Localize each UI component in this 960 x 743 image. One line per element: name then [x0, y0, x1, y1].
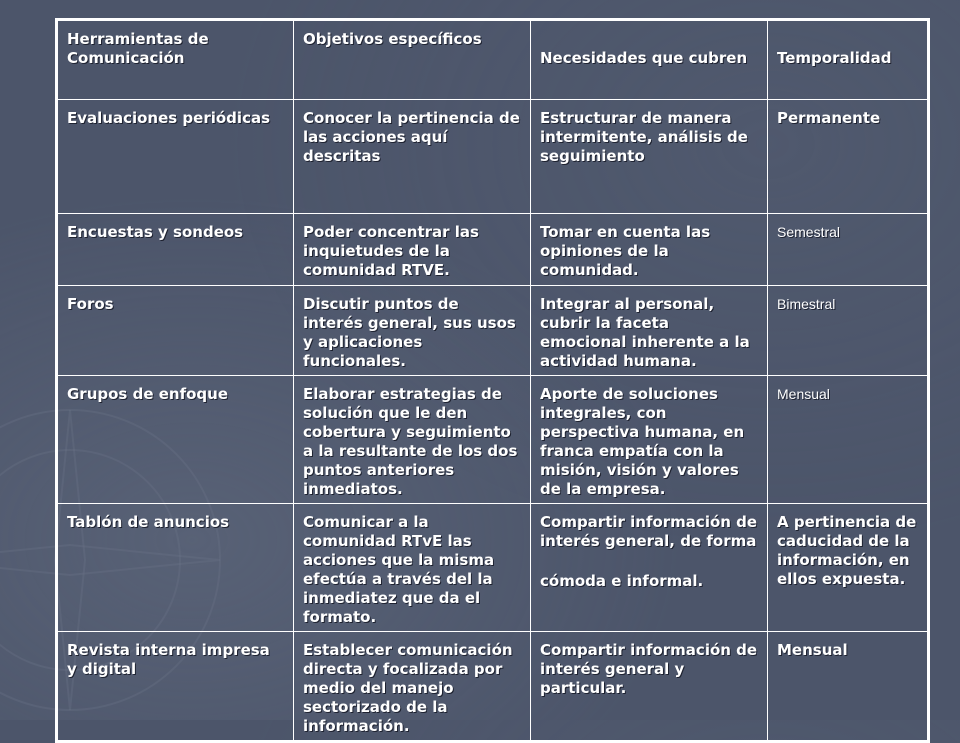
- table-row: [57, 376, 929, 504]
- cell-temporalidad: Semestral: [768, 214, 929, 286]
- communication-tools-table: [55, 18, 930, 743]
- cell-temporalidad: Bimestral: [768, 286, 929, 376]
- cell-herramienta: Evaluaciones periódicas: [57, 100, 294, 214]
- header-necesidades: Necesidades que cubren: [531, 20, 768, 100]
- cell-herramienta: Encuestas y sondeos: [57, 214, 294, 286]
- header-objetivos-label: Objetivos específicos: [303, 30, 482, 48]
- cell-objetivo: Discutir puntos de interés general, sus usos y aplicaciones funcionales.: [294, 286, 531, 376]
- cell-necesidad: [531, 504, 768, 632]
- cell-necesidad: Tomar en cuenta las opiniones de la comunidad.: [531, 214, 768, 286]
- header-herramientas: Herramientas de Comunicación: [57, 20, 294, 100]
- cell-herramienta: Revista interna impresa y digital: [57, 632, 294, 742]
- cell-temporalidad: Mensual: [768, 376, 929, 504]
- table-row: [57, 286, 929, 376]
- cell-objetivo: Poder concentrar las inquietudes de la comunidad RTVE.: [294, 214, 531, 286]
- table-row: [57, 504, 929, 632]
- cell-temporalidad: A pertinencia de caducidad de la información, en ellos expuesta.: [768, 504, 929, 632]
- header-temporalidad: Temporalidad: [768, 20, 929, 100]
- cell-necesidad: Integrar al personal, cubrir la faceta emocional inherente a la actividad humana.: [531, 286, 768, 376]
- cell-herramienta: Grupos de enfoque: [57, 376, 294, 504]
- cell-temporalidad: Mensual: [768, 632, 929, 742]
- cell-necesidad: Estructurar de manera intermitente, análisis de seguimiento: [531, 100, 768, 214]
- cell-objetivo: Conocer la pertinencia de las acciones aquí descritas: [294, 100, 531, 214]
- cell-objetivo: Comunicar a la comunidad RTvE las acciones que la misma efectúa a través del la inmediatez que da el formato.: [294, 504, 531, 632]
- table-row: [57, 214, 929, 286]
- cell-necesidad-line: Compartir información de interés general, de forma: [540, 513, 758, 550]
- table-row: [57, 632, 929, 742]
- header-row: [57, 20, 929, 100]
- cell-objetivo: Establecer comunicación directa y focalizada por medio del manejo sectorizado de la información.: [294, 632, 531, 742]
- cell-temporalidad: Permanente: [768, 100, 929, 214]
- table-row: [57, 100, 929, 214]
- cell-necesidad-line: cómoda e informal.: [540, 572, 704, 590]
- cell-necesidad: Aporte de soluciones integrales, con perspectiva humana, en franca empatía con la misión, visión y valores de la empresa.: [531, 376, 768, 504]
- cell-herramienta: Tablón de anuncios: [57, 504, 294, 632]
- header-objetivos: [294, 20, 531, 100]
- cell-necesidad: Compartir información de interés general y particular.: [531, 632, 768, 742]
- cell-herramienta: Foros: [57, 286, 294, 376]
- cell-objetivo: Elaborar estrategias de solución que le den cobertura y seguimiento a la resultante de los dos puntos anteriores inmediatos.: [294, 376, 531, 504]
